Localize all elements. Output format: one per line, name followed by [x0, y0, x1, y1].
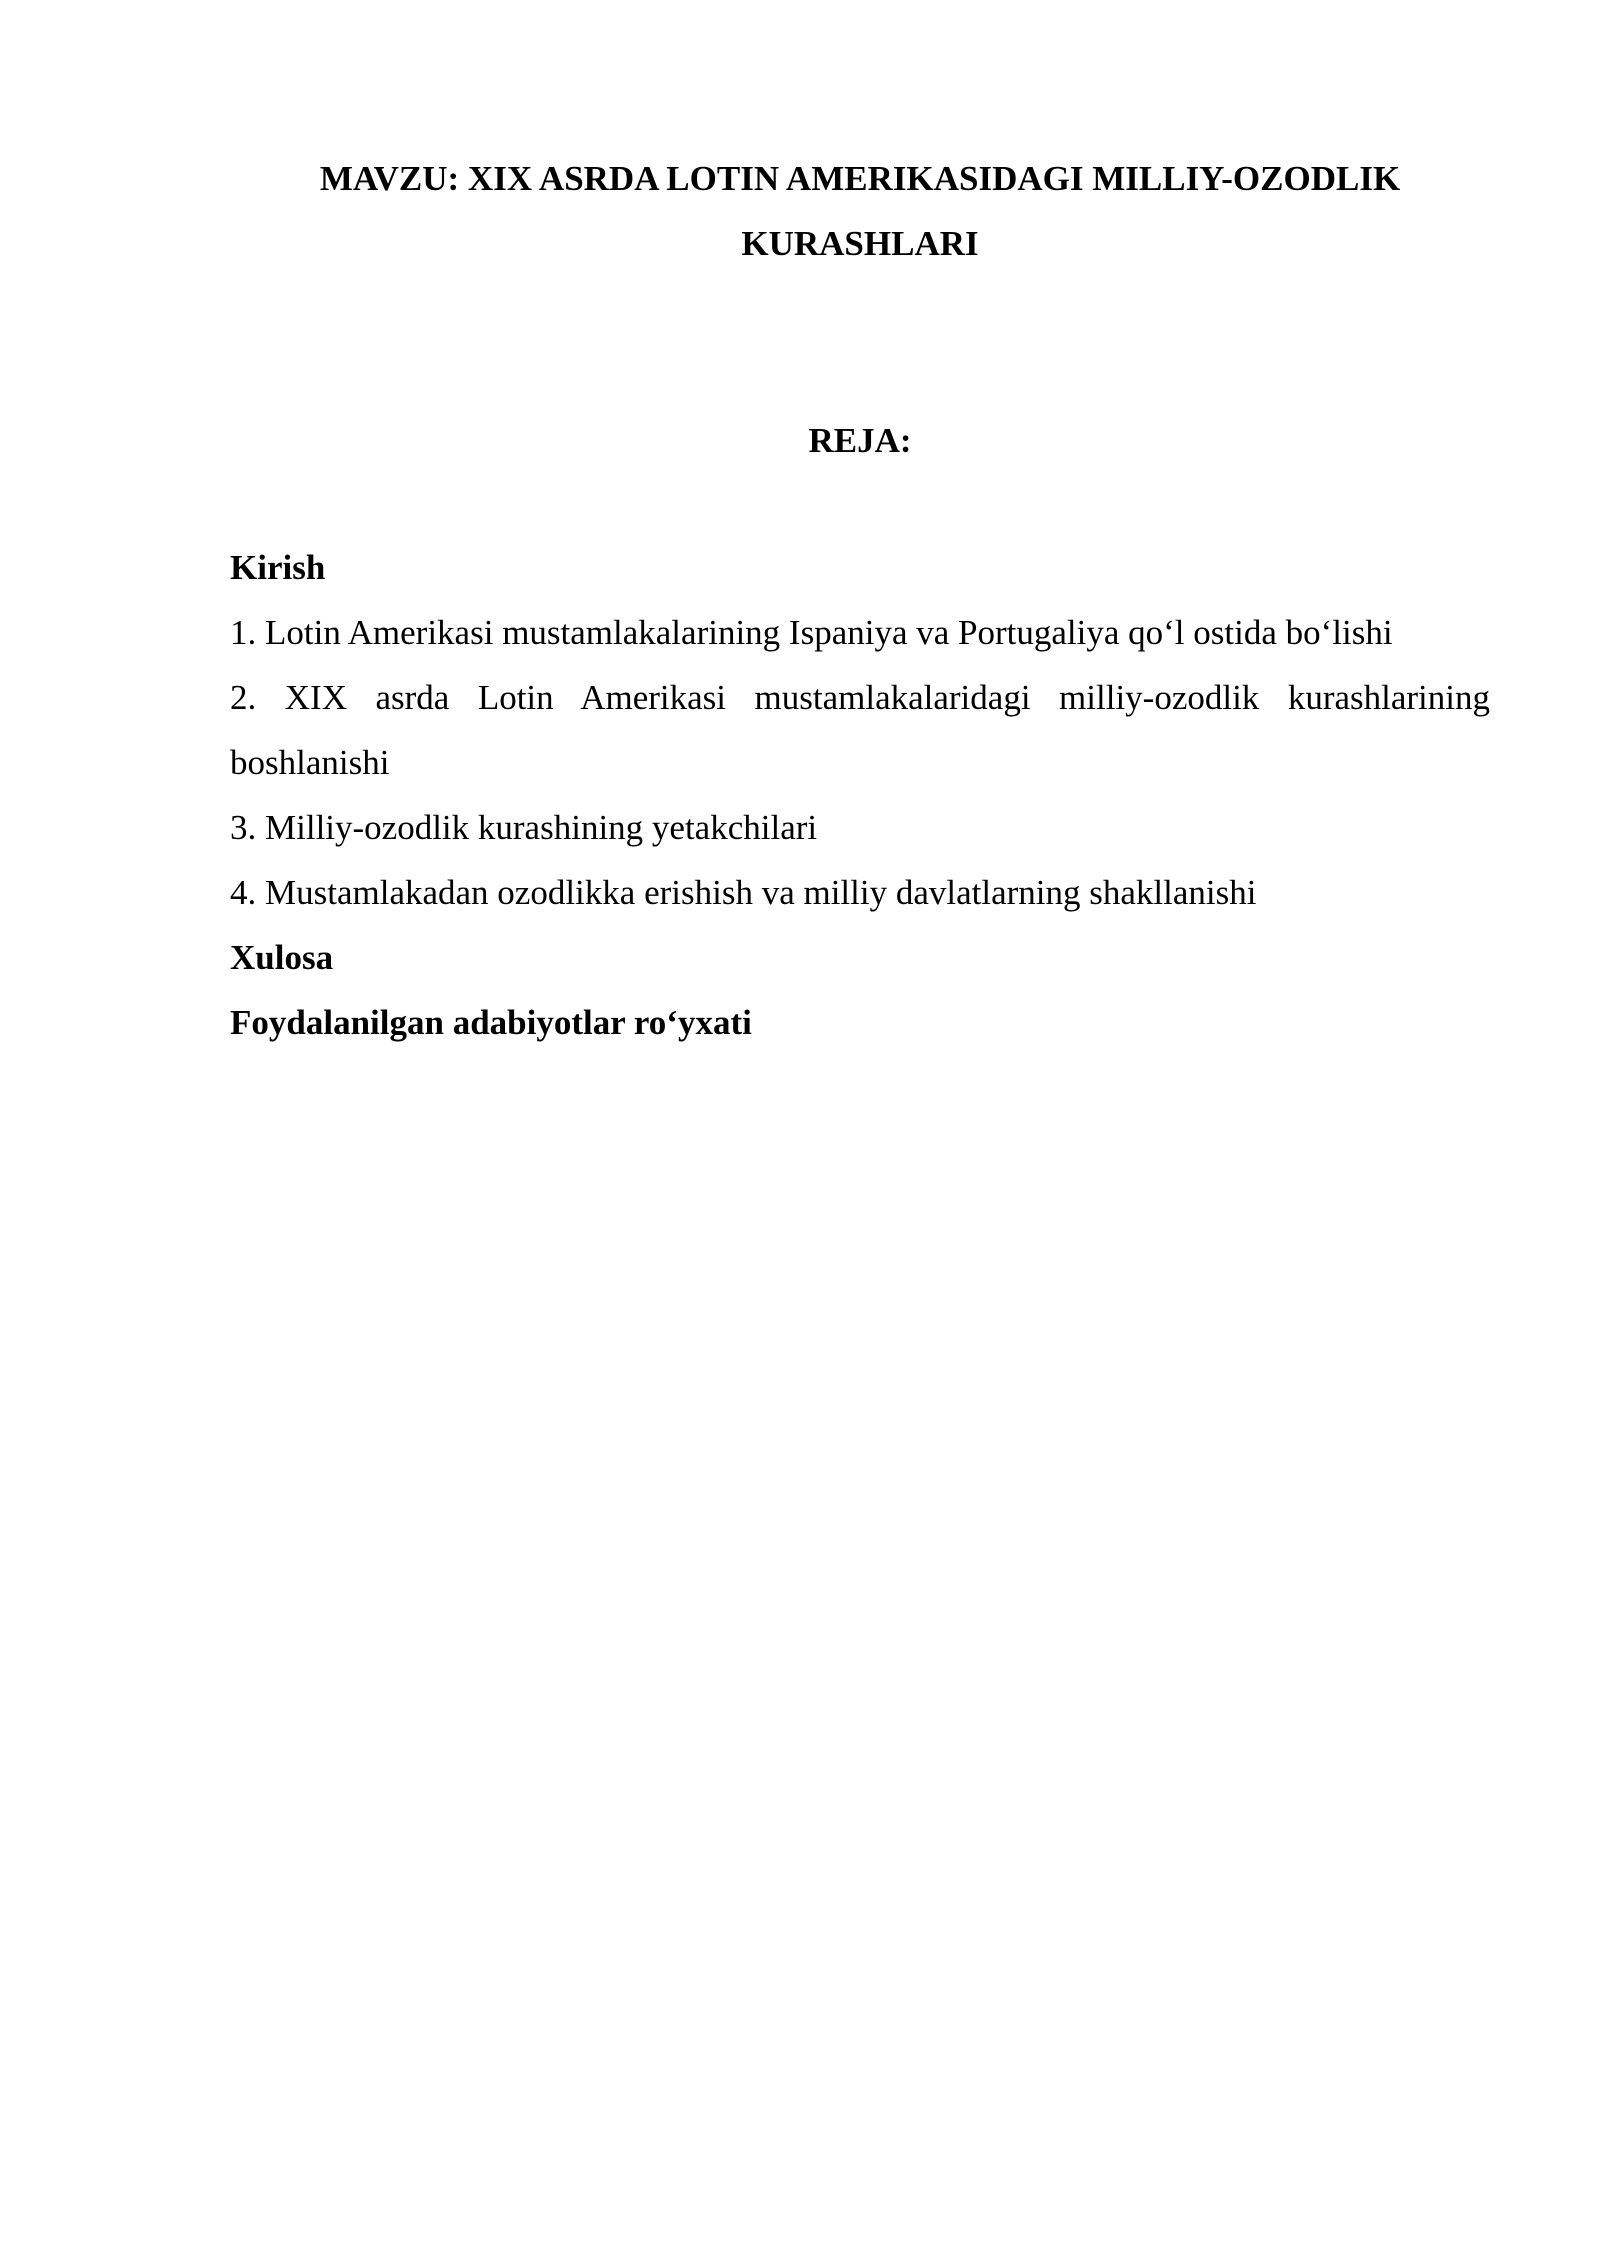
plan-heading: REJA: [808, 421, 912, 460]
plan-item-references: Foydalanilgan adabiyotlar ro‘yxati [230, 1003, 752, 1042]
plan-item-3: 3. Milliy-ozodlik kurashining yetakchilari [230, 808, 818, 847]
plan-item-introduction: Kirish [230, 548, 326, 587]
plan-item-4: 4. Mustamlakadan ozodlikka erishish va milliy davlatlarning shakllanishi [230, 873, 1257, 912]
plan-item-2: 2. XIX asrda Lotin Amerikasi mustamlakalaridagi milliy-ozodlik kurashlarining [230, 678, 1490, 717]
plan-item-conclusion: Xulosa [230, 938, 334, 977]
plan-item-2-continuation: boshlanishi [230, 743, 390, 782]
title-line-1: MAVZU: XIX ASRDA LOTIN AMERIKASIDAGI MILLIY-OZODLIK [319, 159, 1401, 198]
document-title [230, 146, 1490, 276]
title-line-2: KURASHLARI [741, 224, 979, 263]
plan-list [230, 535, 1490, 1055]
plan-item-1: 1. Lotin Amerikasi mustamlakalarining Ispaniya va Portugaliya qo‘l ostida bo‘lishi [230, 613, 1393, 652]
